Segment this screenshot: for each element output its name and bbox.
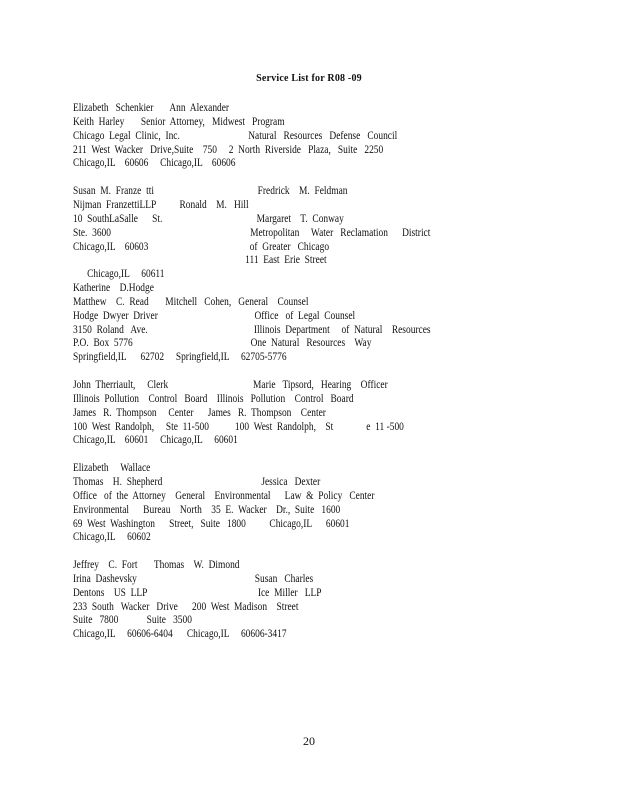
- service-list-line: Chicago,IL 60603 of Greater Chicago: [73, 240, 330, 253]
- service-list-line: P.O. Box 5776 One Natural Resources Way: [73, 337, 372, 350]
- service-list-line: Environmental Bureau North 35 E. Wacker Dr., Suite 1600: [73, 503, 341, 516]
- service-list-title: Service List for R08 -09: [256, 73, 362, 84]
- service-list-line: Illinois Pollution Control Board Illinois Pollution Control Board: [73, 392, 354, 405]
- service-list-line: 111 East Erie Street: [73, 254, 327, 267]
- service-list-line: 10 SouthLaSalle St. Margaret T. Conway: [73, 212, 344, 225]
- service-list-line: 100 West Randolph, Ste 11-500 100 West Randolph, St e 11 -500: [73, 420, 404, 433]
- service-list-line: Irina Dashevsky Susan Charles: [73, 572, 314, 585]
- service-list-line: Susan M. Franze tti Fredrick M. Feldman: [73, 185, 348, 198]
- service-list-line: 69 West Washington Street, Suite 1800 Chicago,IL 60601: [73, 517, 350, 530]
- service-list-line: Chicago,IL 60606-6404 Chicago,IL 60606-3417: [73, 628, 287, 641]
- service-list-line: Jeffrey C. Fort Thomas W. Dimond: [73, 559, 240, 572]
- service-list-line: Springfield,IL 62702 Springfield,IL 62705-5776: [73, 351, 287, 364]
- service-list-line: Katherine D.Hodge: [73, 282, 154, 295]
- service-list-line: Chicago,IL 60611: [73, 268, 165, 281]
- service-list-line: Suite 7800 Suite 3500: [73, 614, 192, 627]
- service-list-line: Elizabeth Schenkier Ann Alexander: [73, 102, 230, 114]
- service-list-line: Keith Harley Senior Attorney, Midwest Program: [73, 115, 285, 128]
- service-list-line: Chicago,IL 60601 Chicago,IL 60601: [73, 434, 238, 447]
- service-list-line: Office of the Attorney General Environmental Law & Policy Center: [73, 489, 375, 502]
- service-list-line: Nijman FranzettiLLP Ronald M. Hill: [73, 198, 249, 211]
- service-list-line: Dentons US LLP Ice Miller LLP: [73, 586, 322, 599]
- service-list-line: 211 West Wacker Drive,Suite 750 2 North Riverside Plaza, Suite 2250: [73, 143, 384, 156]
- service-list-line: John Therriault, Clerk Marie Tipsord, Hearing Officer: [73, 379, 388, 391]
- service-list-line: Chicago,IL 60602: [73, 531, 151, 544]
- service-list-line: Chicago Legal Clinic, Inc. Natural Resources Defense Council: [73, 129, 398, 142]
- service-list-line: Ste. 3600 Metropolitan Water Reclamation District: [73, 226, 431, 239]
- page-number: 20: [303, 734, 315, 748]
- service-list-line: Hodge Dwyer Driver Office of Legal Counsel: [73, 309, 356, 322]
- service-list-line: Thomas H. Shepherd Jessica Dexter: [73, 475, 321, 488]
- service-list-line: James R. Thompson Center James R. Thompson Center: [73, 406, 326, 419]
- service-list-line: Matthew C. Read Mitchell Cohen, General Counsel: [73, 295, 309, 308]
- service-list-line: 3150 Roland Ave. Illinois Department of Natural Resources: [73, 323, 431, 336]
- service-list-line: Elizabeth Wallace: [73, 462, 151, 475]
- service-list-line: Chicago,IL 60606 Chicago,IL 60606: [73, 157, 236, 170]
- service-list-line: 233 South Wacker Drive 200 West Madison Street: [73, 600, 299, 613]
